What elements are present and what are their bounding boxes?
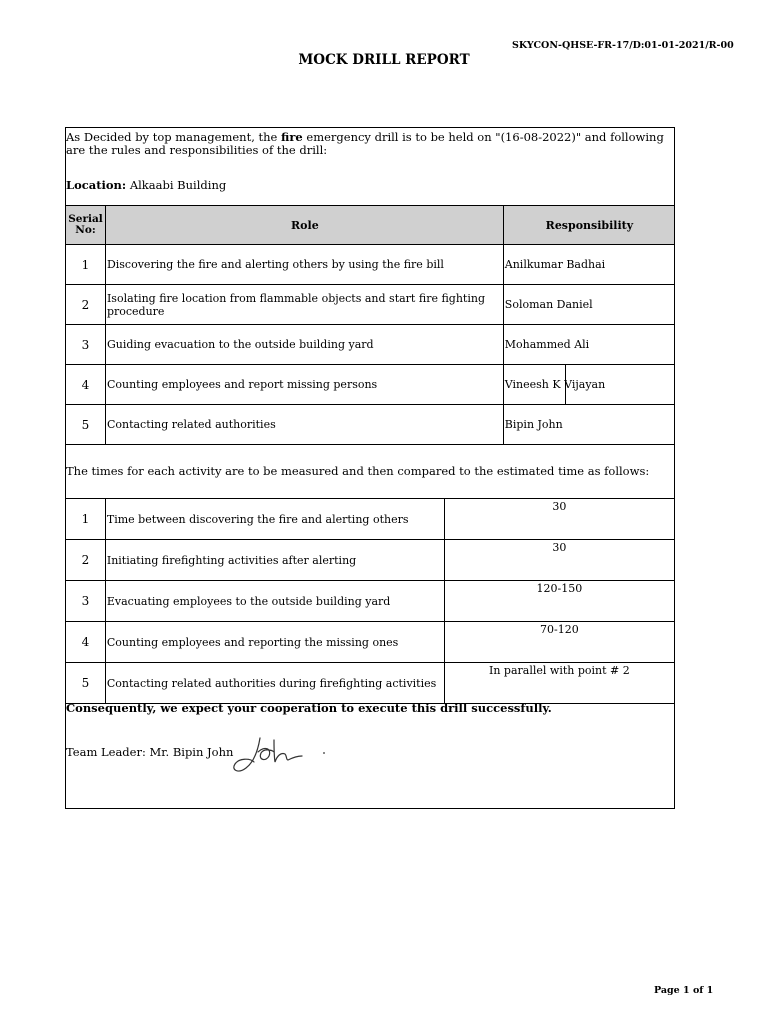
activity-cell: Contacting related authorities during firefighting activities xyxy=(105,663,444,704)
serial-cell: 2 xyxy=(66,540,106,581)
location-line xyxy=(66,178,226,192)
role-cell: Discovering the fire and alerting others by using the fire bill xyxy=(105,245,503,285)
responsibility-cell: Bipin John xyxy=(503,405,674,445)
team-leader-line: Team Leader: Mr. Bipin John xyxy=(66,745,234,759)
role-cell: Contacting related authorities xyxy=(105,405,503,445)
roles-table xyxy=(65,205,675,445)
page-title: MOCK DRILL REPORT xyxy=(298,52,470,68)
roles-table-header xyxy=(66,206,675,245)
responsibility-cell: Anilkumar Badhai xyxy=(503,245,674,285)
activity-cell: Evacuating employees to the outside building yard xyxy=(105,581,444,622)
time-cell: 30 xyxy=(444,540,674,581)
signature-image xyxy=(228,728,328,778)
role-cell: Counting employees and report missing persons xyxy=(105,365,503,405)
header-role: Role xyxy=(105,206,503,245)
serial-cell: 2 xyxy=(66,285,106,325)
table-row xyxy=(66,325,675,365)
responsibility-cell: Mohammed Ali xyxy=(503,325,674,365)
table-row xyxy=(66,663,675,704)
table-row xyxy=(66,405,675,445)
table-row xyxy=(66,499,675,540)
table-row xyxy=(66,540,675,581)
role-cell: Isolating fire location from flammable objects and start fire fighting procedure xyxy=(105,285,503,325)
table-row xyxy=(66,285,675,325)
time-cell: 120-150 xyxy=(444,581,674,622)
document-reference: SKYCON-QHSE-FR-17/D:01-01-2021/R-00 xyxy=(512,40,734,51)
cell-divider xyxy=(565,365,566,404)
serial-cell: 5 xyxy=(66,405,106,445)
table-row xyxy=(66,365,675,405)
closing-statement: Consequently, we expect your cooperation to execute this drill successfully. xyxy=(66,701,552,715)
location-value: Alkaabi Building xyxy=(129,178,227,192)
time-cell: In parallel with point # 2 xyxy=(444,663,674,704)
intro-text-2: emergency drill is to be held on "(16-08-2022)" and following are the rules and responsibilities of the drill: xyxy=(66,130,664,157)
activity-cell: Initiating firefighting activities after alerting xyxy=(105,540,444,581)
intro-bold-word: fire xyxy=(281,130,303,144)
table-row xyxy=(66,581,675,622)
intro-paragraph xyxy=(66,131,674,157)
header-responsibility: Responsibility xyxy=(503,206,674,245)
responsibility-cell xyxy=(503,365,674,405)
serial-cell: 1 xyxy=(66,499,106,540)
serial-cell: 4 xyxy=(66,365,106,405)
role-cell: Guiding evacuation to the outside building yard xyxy=(105,325,503,365)
responsibility-text: Vineesh K Vijayan xyxy=(504,378,606,391)
activity-cell: Time between discovering the fire and alerting others xyxy=(105,499,444,540)
activity-cell: Counting employees and reporting the missing ones xyxy=(105,622,444,663)
header-serial: Serial No: xyxy=(66,206,106,245)
serial-cell: 4 xyxy=(66,622,106,663)
responsibility-cell: Soloman Daniel xyxy=(503,285,674,325)
intro-text-1: As Decided by top management, the xyxy=(66,130,281,144)
table-row xyxy=(66,622,675,663)
location-label: Location: xyxy=(66,178,127,192)
serial-cell: 3 xyxy=(66,581,106,622)
time-cell: 70-120 xyxy=(444,622,674,663)
table-row xyxy=(66,245,675,285)
serial-cell: 5 xyxy=(66,663,106,704)
times-intro: The times for each activity are to be measured and then compared to the estimated time as follows: xyxy=(66,464,650,478)
page-number: Page 1 of 1 xyxy=(654,985,714,996)
serial-cell: 1 xyxy=(66,245,106,285)
times-table xyxy=(65,498,675,704)
time-cell: 30 xyxy=(444,499,674,540)
serial-cell: 3 xyxy=(66,325,106,365)
